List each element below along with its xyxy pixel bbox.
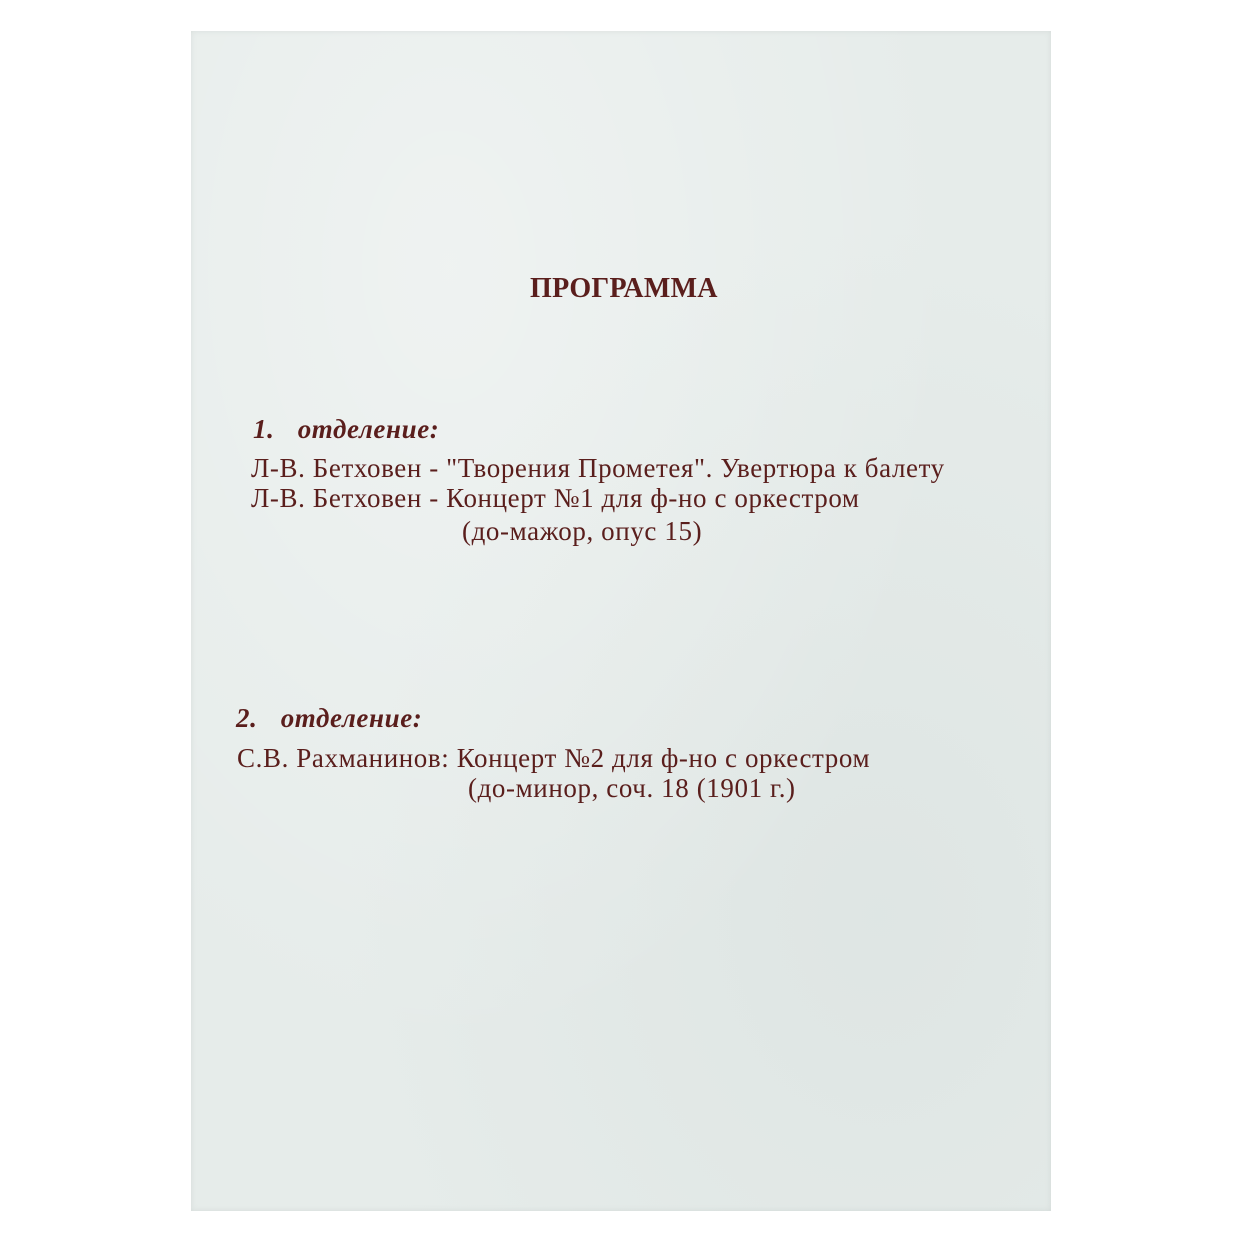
section-1-line-3: (до-мажор, опус 15) [462,516,703,546]
section-1-line-2: Л-В. Бетховен - Концерт №1 для ф-но с оркестром [251,483,860,513]
program-title: ПРОГРАММА [530,273,718,304]
section-2-heading [236,703,422,734]
section-1-line-1: Л-В. Бетховен - "Творения Прометея". Увертюра к балету [251,453,945,483]
section-1-number: 1. [253,414,275,444]
section-2-label: отделение: [280,703,423,733]
section-1-heading [253,414,439,445]
section-2-line-1: С.В. Рахманинов: Концерт №2 для ф-но с оркестром [237,743,871,773]
section-2-number: 2. [236,703,258,733]
section-1-label: отделение: [297,414,440,444]
program-sheet [191,31,1051,1211]
section-2-line-2: (до-минор, соч. 18 (1901 г.) [468,773,796,803]
